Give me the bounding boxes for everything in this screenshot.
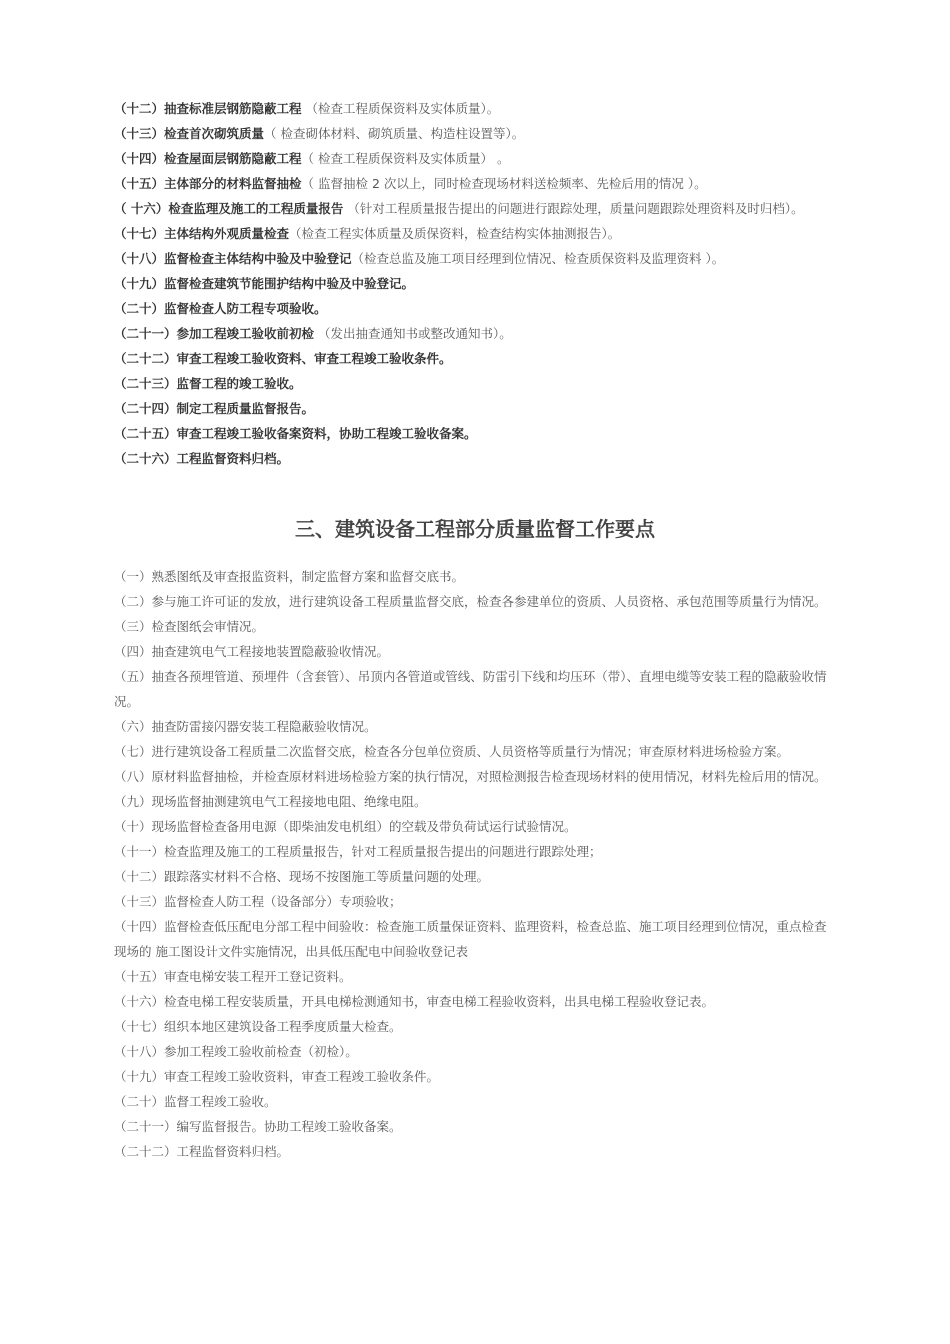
item-detail: （ 监督抽检 2 次以上，同时检查现场材料送检频率、先检后用的情况 ）。 [301,176,707,191]
list-item: （十五）审查电梯安装工程开工登记资料。 [114,969,352,984]
list-item: （十三）监督检查人防工程（设备部分）专项验收； [114,894,402,909]
item-detail: （发出抽查通知书或整改通知书）。 [314,326,512,341]
item-title: （二十五）审查工程竣工验收备案资料，协助工程竣工验收备案。 [114,426,477,441]
list-item [114,96,834,121]
list-item [114,421,834,446]
section-equipment-items [114,564,834,1164]
section-heading: 三、建筑设备工程部分质量监督工作要点 [295,517,655,541]
list-item [114,146,834,171]
list-item [114,321,834,346]
list-item [114,296,834,321]
list-item [114,271,834,296]
list-item: （二十）监督工程竣工验收。 [114,1094,277,1109]
list-item: （十）现场监督检查备用电源（即柴油发电机组）的空载及带负荷试运行试验情况。 [114,819,577,834]
list-item [114,171,834,196]
list-item: （十二）跟踪落实材料不合格、现场不按图施工等质量问题的处理。 [114,869,490,884]
list-item: （十六）检查电梯工程安装质量，开具电梯检测通知书，审查电梯工程验收资料，出具电梯工程验收登记表。 [114,994,715,1009]
list-item: （七）进行建筑设备工程质量二次监督交底，检查各分包单位资质、人员资格等质量行为情况；审查原材料进场检验方案。 [114,744,790,759]
section-structure-items [114,96,834,471]
item-detail: （检查工程实体质量及质保资料，检查结构实体抽测报告）。 [289,226,621,241]
list-item [114,446,834,471]
item-title: （二十一）参加工程竣工验收前初检 [114,326,315,341]
item-title: （十二）抽查标准层钢筋隐蔽工程 [114,101,302,116]
list-item: （十九）审查工程竣工验收资料，审查工程竣工验收条件。 [114,1069,440,1084]
item-detail: （ 检查砌体材料、砌筑质量、构造柱设置等）。 [264,126,525,141]
item-title: （十四）检查屋面层钢筋隐蔽工程 [114,151,302,166]
list-item: （十一）检查监理及施工的工程质量报告，针对工程质量报告提出的问题进行跟踪处理； [114,844,602,859]
list-item [114,346,834,371]
list-item: （四）抽查建筑电气工程接地装置隐蔽验收情况。 [114,644,390,659]
list-item: （十八）参加工程竣工验收前检查（初检）。 [114,1044,358,1059]
item-title: （ 十六）检查监理及施工的工程质量报告 [114,201,344,216]
list-item: （十四）监督检查低压配电分部工程中间验收：检查施工质量保证资料、监理资料，检查总监、施工项目经理到位情况，重点检查现场的 施工图设计文件实施情况，出具低压配电中间验收登记表 [114,919,827,959]
item-title: （十九）监督检查建筑节能围护结构中验及中验登记。 [114,276,415,291]
list-item [114,221,834,246]
item-title: （二十二）审查工程竣工验收资料、审查工程竣工验收条件。 [114,351,452,366]
list-item [114,121,834,146]
list-item: （三）检查图纸会审情况。 [114,619,265,634]
item-detail: （检查总监及施工项目经理到位情况、检查质保资料及监理资料 ）。 [351,251,725,266]
list-item [114,396,834,421]
list-item: （二十一）编写监督报告。协助工程竣工验收备案。 [114,1119,402,1134]
list-item [114,246,834,271]
item-title: （二十三）监督工程的竣工验收。 [114,376,302,391]
list-item [114,196,834,221]
list-item: （九）现场监督抽测建筑电气工程接地电阻、绝缘电阻。 [114,794,427,809]
item-title: （二十）监督检查人防工程专项验收。 [114,301,327,316]
list-item [114,371,834,396]
item-title: （十七）主体结构外观质量检查 [114,226,290,241]
list-item: （二十二）工程监督资料归档。 [114,1144,290,1159]
list-item: （五）抽查各预埋管道、预埋件（含套管）、吊顶内各管道或管线、防雷引下线和均压环（带）、直埋电缆等安装工程的隐蔽验收情况。 [114,669,827,709]
list-item: （八）原材料监督抽检，并检查原材料进场检验方案的执行情况，对照检测报告检查现场材料的使用情况，材料先检后用的情况。 [114,769,827,784]
item-detail: （针对工程质量报告提出的问题进行跟踪处理，质量问题跟踪处理资料及时归档）。 [343,201,804,216]
item-title: （二十四）制定工程质量监督报告。 [114,401,315,416]
item-title: （十三）检查首次砌筑质量 [114,126,265,141]
list-item: （二）参与施工许可证的发放，进行建筑设备工程质量监督交底，检查各参建单位的资质、人员资格、承包范围等质量行为情况。 [114,594,827,609]
item-title: （十八）监督检查主体结构中验及中验登记 [114,251,352,266]
list-item: （一）熟悉图纸及审查报监资料，制定监督方案和监督交底书。 [114,569,465,584]
list-item: （十七）组织本地区建筑设备工程季度质量大检查。 [114,1019,402,1034]
item-detail: （ 检查工程质保资料及实体质量） 。 [301,151,510,166]
item-title: （二十六）工程监督资料归档。 [114,451,290,466]
list-item: （六）抽查防雷接闪器安装工程隐蔽验收情况。 [114,719,377,734]
item-detail: （检查工程质保资料及实体质量）。 [301,101,500,116]
item-title: （十五）主体部分的材料监督抽检 [114,176,302,191]
